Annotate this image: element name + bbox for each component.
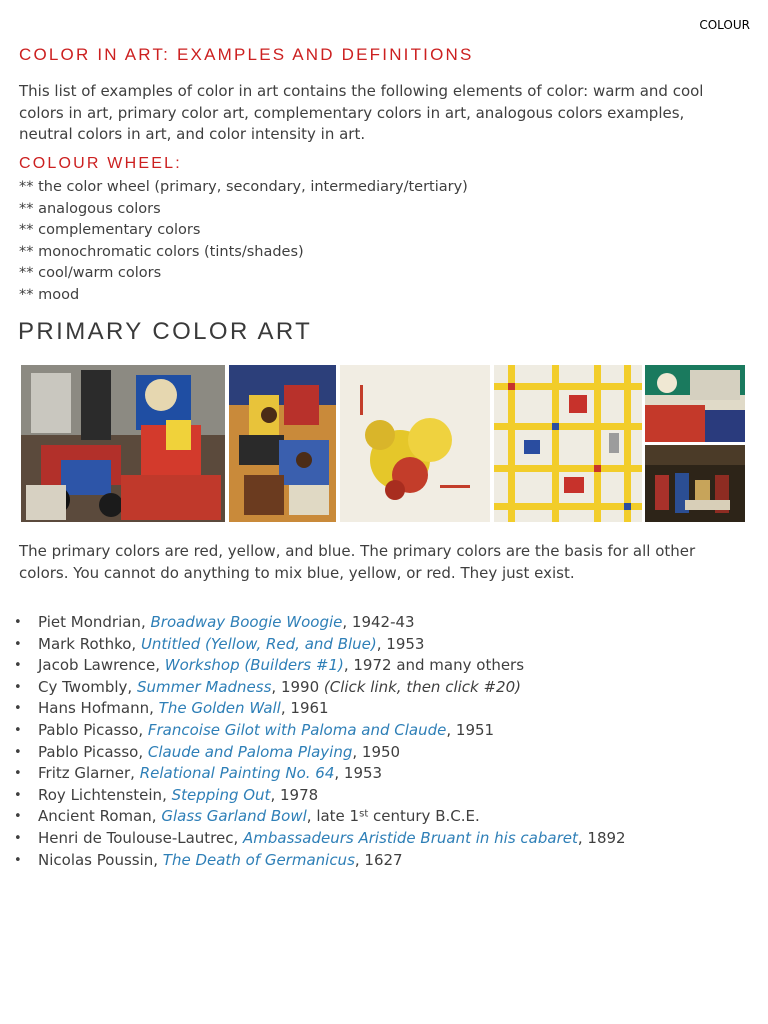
artwork-date: , 1978 [270, 785, 319, 804]
bullet: • [14, 830, 22, 846]
bullet: • [14, 744, 22, 760]
artist-name: Ancient Roman, [38, 807, 162, 826]
artwork-note: (Click link, then click #20) [323, 677, 521, 696]
wheel-list-item: ** monochromatic colors (tints/shades) [19, 243, 304, 260]
artwork-list-item [14, 655, 626, 677]
artwork-list-item [14, 677, 626, 699]
artwork-date: , 1942-43 [342, 613, 415, 631]
colour-wheel-list [19, 177, 468, 306]
artwork-title-link[interactable]: Untitled (Yellow, Red, and Blue) [140, 634, 377, 653]
bullet: • [14, 809, 22, 825]
artist-name: Piet Mondrian, [38, 613, 151, 631]
bullet: • [14, 701, 22, 717]
bullet: • [14, 679, 22, 695]
artwork-title-link[interactable]: Claude and Paloma Playing [147, 742, 353, 761]
artwork-list-item [14, 850, 626, 872]
bullet: • [14, 766, 22, 782]
artwork-list-item [14, 828, 626, 850]
artist-name: Pablo Picasso, [38, 742, 148, 761]
artist-name: Hans Hofmann, [38, 699, 159, 718]
artist-name: Nicolas Poussin, [38, 850, 163, 869]
wheel-list-item: ** complementary colors [19, 222, 201, 238]
artwork-date-suffix: century B.C.E. [368, 807, 480, 826]
colour-wheel-heading: COLOUR WHEEL: [19, 155, 182, 172]
bullet: • [14, 658, 22, 674]
artwork-title-link[interactable]: Relational Painting No. 64 [139, 764, 335, 783]
primary-colors-paragraph: The primary colors are red, yellow, and blue. The primary colors are the basis for all other colors. You cannot do anything to mix blue, yellow, or red. They just exist. [19, 542, 696, 582]
artwork-title-link[interactable]: Broadway Boogie Woogie [150, 613, 343, 631]
artwork-list-item [14, 742, 626, 764]
artwork-list-item [14, 763, 626, 785]
wheel-list-item: ** mood [19, 286, 80, 303]
wheel-list-item: ** analogous colors [19, 200, 161, 217]
artist-name: Henri de Toulouse-Lautrec, [38, 828, 244, 847]
artwork-date: , 1627 [354, 850, 403, 869]
artwork-title-link[interactable]: Francoise Gilot with Paloma and Claude [147, 720, 447, 739]
artwork-title-link[interactable]: Ambassadeurs Aristide Bruant in his cabaret [243, 828, 578, 847]
artist-name: Roy Lichtenstein, [38, 785, 172, 804]
artwork-date: , late 1 [306, 807, 360, 826]
artwork-gallery [21, 365, 745, 522]
artist-name: Fritz Glarner, [38, 764, 140, 783]
page-title: COLOR IN ART: EXAMPLES AND DEFINITIONS [19, 45, 474, 64]
artwork-title-link[interactable]: Glass Garland Bowl [161, 807, 307, 826]
ordinal-suffix: st [359, 808, 369, 820]
twombly-summer-madness-painting [340, 365, 490, 522]
artwork-list-item [14, 785, 626, 807]
page-header-label: COLOUR [699, 18, 750, 32]
artworks-list [14, 612, 626, 871]
artwork-date: , 1951 [446, 720, 495, 739]
artwork-title-link[interactable]: The Death of Germanicus [162, 850, 355, 869]
intro-paragraph: This list of examples of color in art contains the following elements of color: warm and cool colors in art, primary color art, complementary colors in art, analogous colors examples, neutral colors in art, and color intensity in art. [19, 82, 704, 143]
artist-name: Jacob Lawrence, [38, 656, 165, 675]
artwork-list-item [14, 806, 626, 828]
artist-name: Cy Twombly, [38, 677, 137, 696]
primary-color-art-heading: PRIMARY COLOR ART [18, 318, 313, 345]
artwork-list-item [14, 720, 626, 742]
artwork-date: , 1950 [352, 742, 401, 761]
bullet: • [14, 852, 22, 868]
bullet: • [14, 615, 22, 630]
bullet: • [14, 636, 22, 652]
artwork-title-link[interactable]: Stepping Out [171, 785, 271, 804]
picasso-claude-and-paloma-painting [21, 365, 225, 522]
bullet: • [14, 787, 22, 803]
wheel-list-item: ** cool/warm colors [19, 265, 162, 281]
artwork-title-link[interactable]: The Golden Wall [158, 699, 281, 718]
artwork-title-link[interactable]: Summer Madness [136, 677, 272, 696]
wheel-list-item: ** the color wheel (primary, secondary, intermediary/tertiary) [19, 179, 468, 195]
artist-name: Mark Rothko, [38, 634, 141, 653]
artwork-date: , 1961 [280, 699, 329, 718]
artwork-list-item [14, 612, 626, 634]
artwork-date: , 1990 [271, 677, 324, 696]
lawrence-workshop-builders-painting [229, 365, 336, 522]
artwork-date: , 1972 and many others [343, 656, 525, 675]
bullet: • [14, 722, 22, 738]
artwork-date: , 1953 [334, 764, 383, 783]
artist-name: Pablo Picasso, [38, 720, 148, 739]
poussin-death-of-germanicus-painting [645, 445, 745, 522]
artwork-title-link[interactable]: Workshop (Builders #1) [164, 656, 344, 675]
artwork-list-item [14, 698, 626, 720]
artwork-date: , 1892 [577, 828, 626, 847]
picasso-gilot-paloma-claude-painting [645, 365, 745, 442]
mondrian-broadway-boogie-woogie-painting [494, 365, 642, 522]
artwork-list-item [14, 634, 626, 656]
artwork-date: , 1953 [376, 634, 425, 653]
